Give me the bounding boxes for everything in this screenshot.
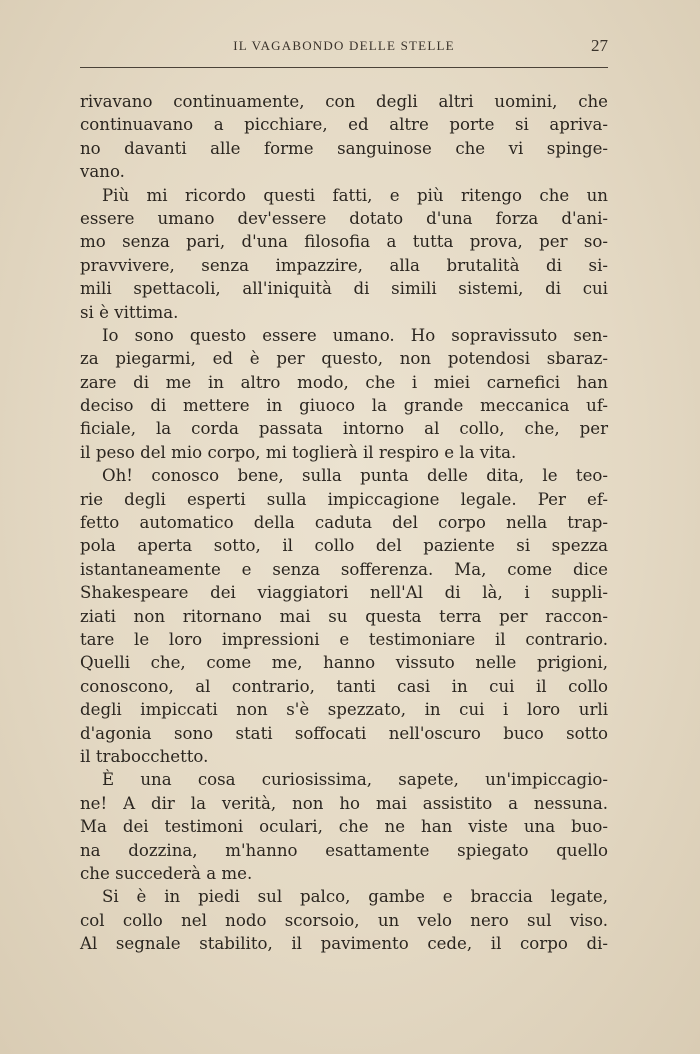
text-line: Quelli che, come me, hanno vissuto nelle prigioni,: [80, 653, 608, 673]
text-line: Si è in piedi sul palco, gambe e braccia legate,: [102, 887, 608, 907]
text-line: ne! A dir la verità, non ho mai assistito a nessuna.: [80, 793, 608, 813]
text-line: tare le loro impressioni e testimoniare il contrario.: [80, 629, 608, 649]
text-line: che succederà a me.: [80, 863, 253, 883]
text-line: za piegarmi, ed è per questo, non potendosi sbaraz-: [80, 349, 608, 369]
page-number: 27: [591, 36, 608, 55]
text-line: si è vittima.: [80, 302, 179, 322]
text-line: mo senza pari, d'una filosofia a tutta prova, per so-: [80, 232, 608, 252]
text-line: essere umano dev'essere dotato d'una forza d'ani-: [80, 208, 608, 228]
text-line: ziati non ritornano mai su questa terra per raccon-: [80, 606, 608, 626]
text-line: rie degli esperti sulla impiccagione legale. Per ef-: [80, 489, 608, 509]
text-line: continuavano a picchiare, ed altre porte si apriva-: [80, 115, 608, 135]
text-line: degli impiccati non s'è spezzato, in cui i loro urli: [80, 700, 608, 720]
text-line: È una cosa curiosissima, sapete, un'impiccagio-: [102, 770, 608, 790]
text-line: fetto automatico della caduta del corpo nella trap-: [80, 513, 608, 533]
text-line: Io sono questo essere umano. Ho sopravissuto sen-: [102, 325, 608, 345]
text-line: vano.: [80, 162, 125, 182]
text-line: no davanti alle forme sanguinose che vi spinge-: [80, 138, 608, 158]
text-line: deciso di mettere in giuoco la grande meccanica uf-: [80, 396, 608, 416]
text-line: Al segnale stabilito, il pavimento cede, il corpo di-: [80, 934, 608, 954]
text-line: Oh! conosco bene, sulla punta delle dita, le teo-: [102, 466, 608, 486]
text-line: col collo nel nodo scorsoio, un velo nero sul viso.: [80, 910, 608, 930]
header-rule: [80, 67, 608, 68]
text-line: pola aperta sotto, il collo del paziente si spezza: [80, 536, 608, 556]
text-line: pravvivere, senza impazzire, alla brutalità di si-: [80, 255, 608, 275]
body-text: [80, 90, 608, 955]
text-line: Più mi ricordo questi fatti, e più ritengo che un: [102, 185, 608, 205]
text-line: il peso del mio corpo, mi toglierà il respiro e la vita.: [80, 442, 517, 462]
text-line: il trabocchetto.: [80, 746, 209, 766]
text-line: ficiale, la corda passata intorno al collo, che, per: [80, 419, 608, 439]
running-title: IL VAGABONDO DELLE STELLE: [233, 38, 455, 53]
text-line: d'agonia sono stati soffocati nell'oscuro buco sotto: [80, 723, 608, 743]
text-line: conoscono, al contrario, tanti casi in cui il collo: [80, 676, 608, 696]
text-line: na dozzina, m'hanno esattamente spiegato quello: [80, 840, 608, 860]
text-line: mili spettacoli, all'iniquità di simili sistemi, di cui: [80, 279, 608, 299]
text-line: zare di me in altro modo, che i miei carnefici han: [80, 372, 608, 392]
text-line: istantaneamente e senza sofferenza. Ma, come dice: [80, 559, 608, 579]
running-head: [80, 36, 608, 60]
text-line: rivavano continuamente, con degli altri uomini, che: [80, 92, 608, 111]
text-line: Ma dei testimoni oculari, che ne han viste una buo-: [80, 817, 608, 837]
text-line: Shakespeare dei viaggiatori nell'Al di là, i suppli-: [80, 583, 608, 603]
